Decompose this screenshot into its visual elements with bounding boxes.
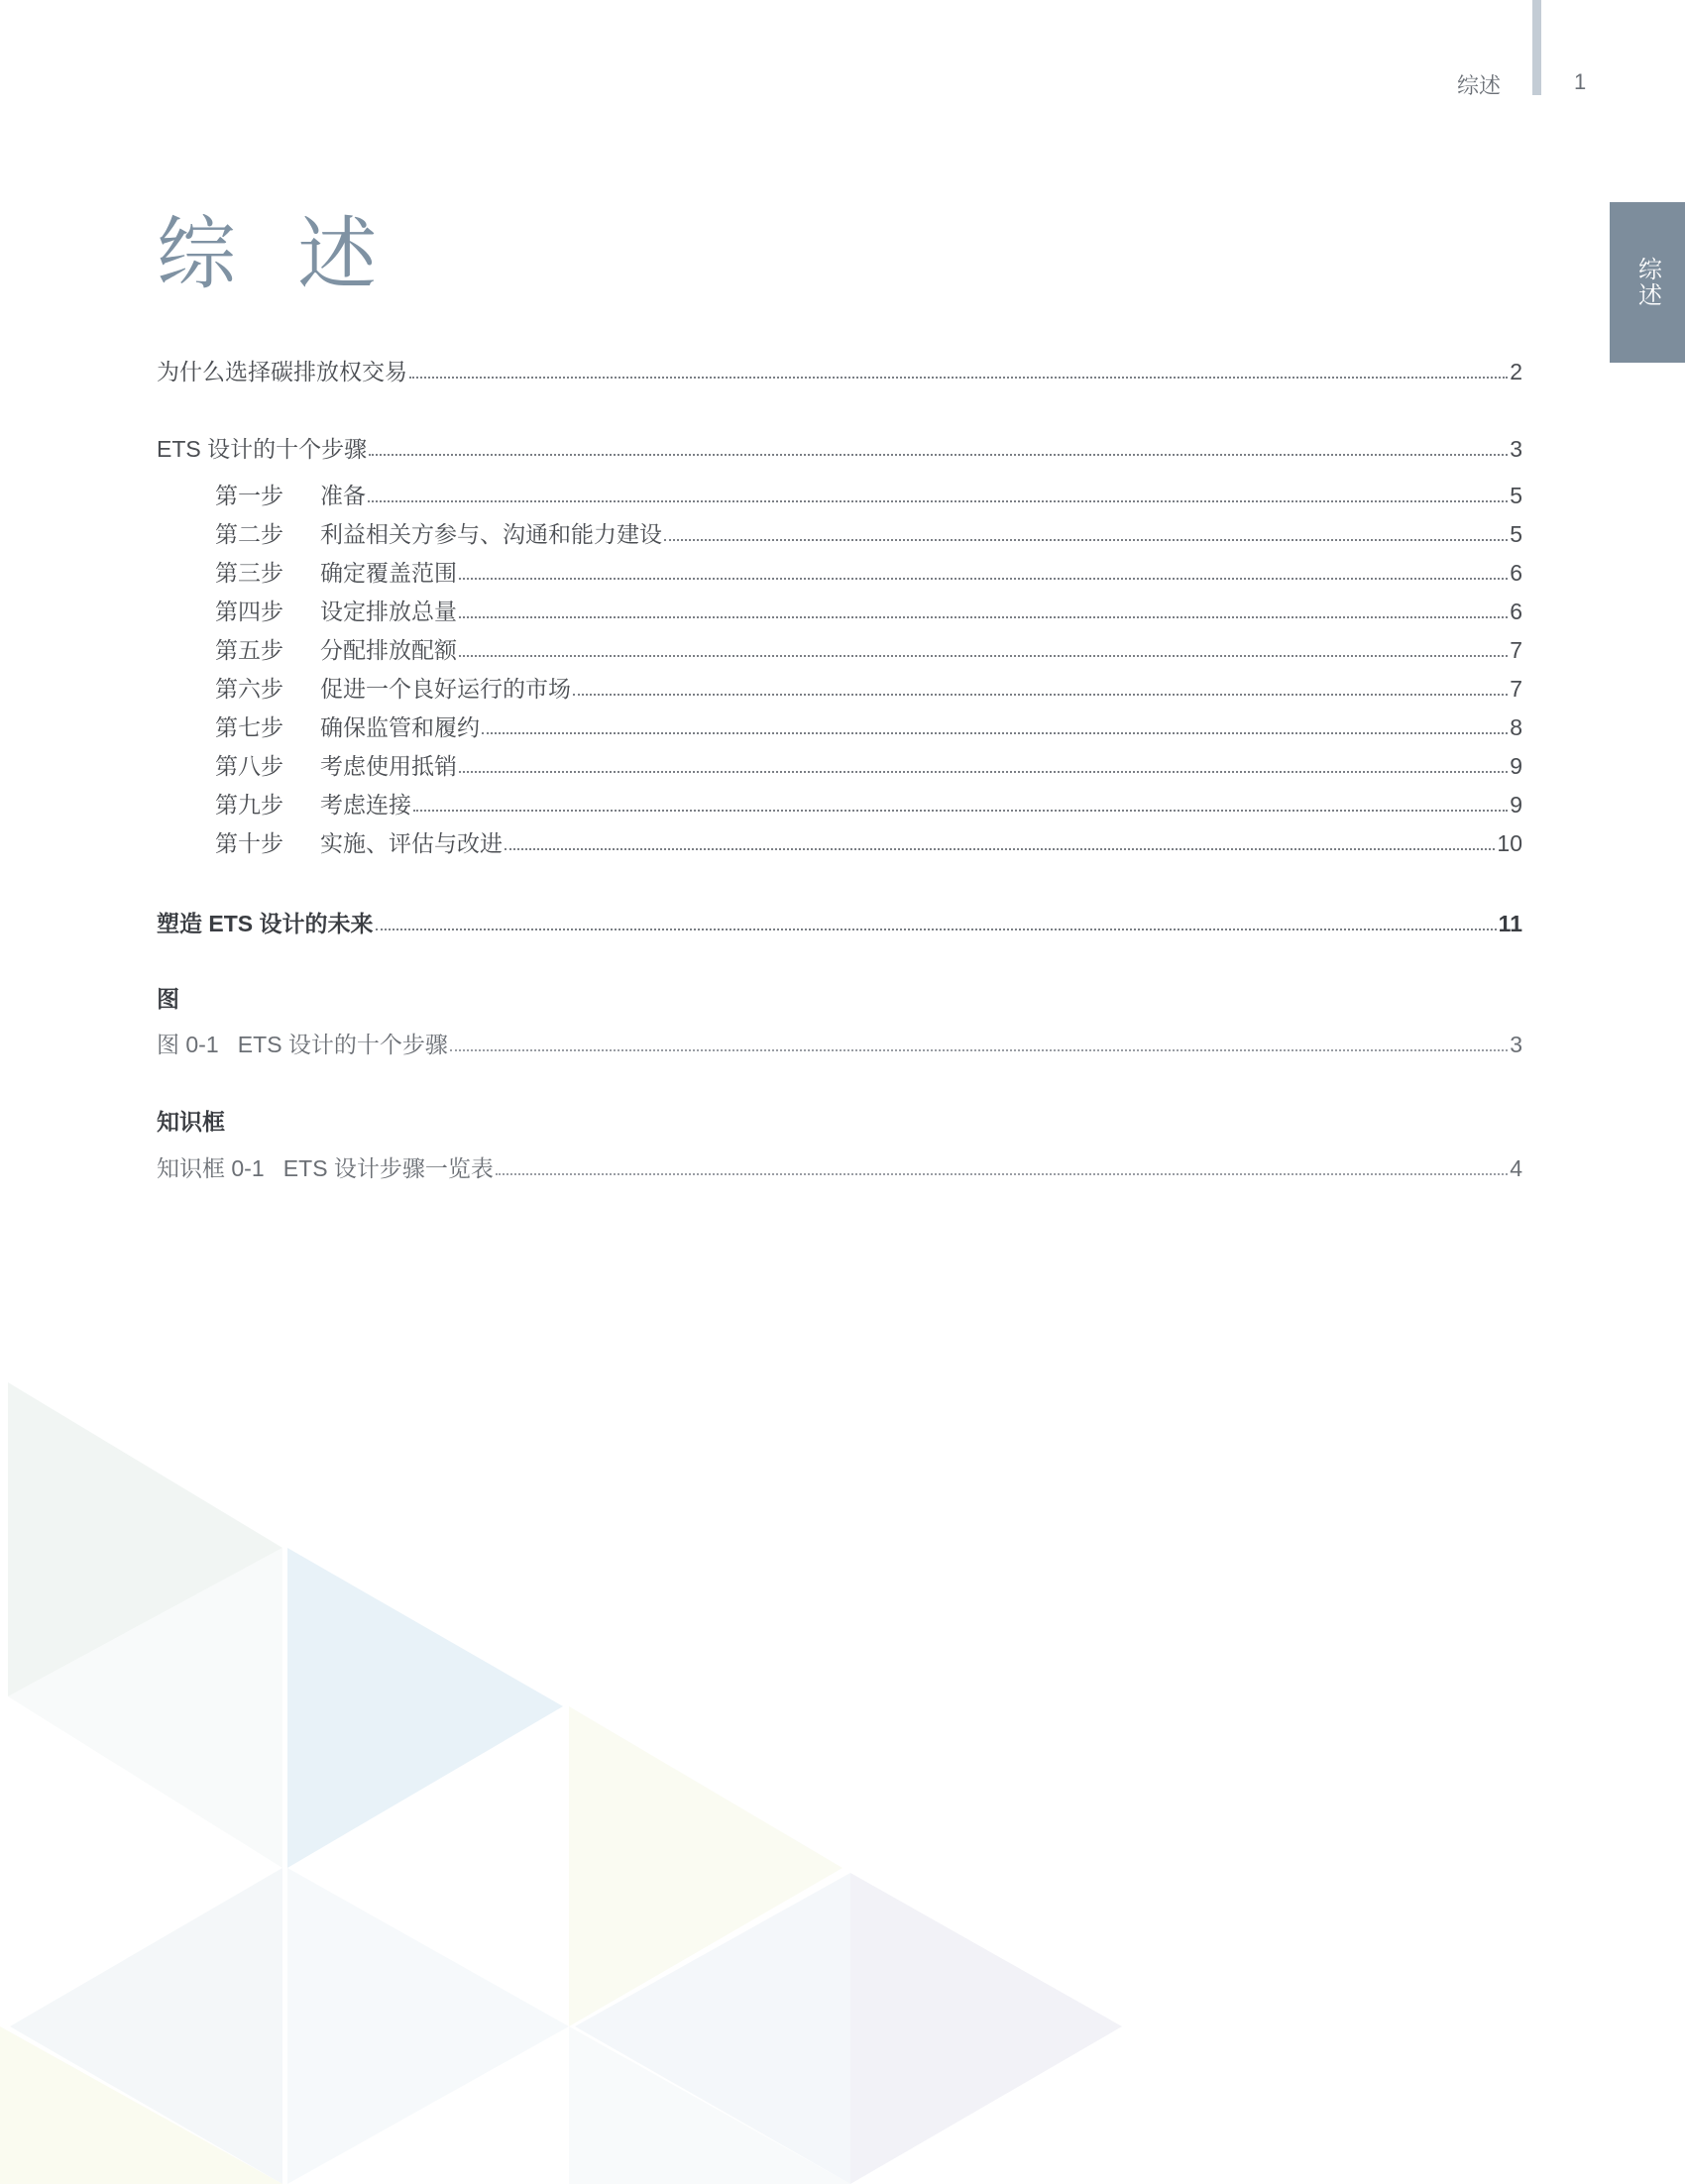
- side-section-tab[interactable]: [1610, 202, 1685, 363]
- step-title: 分配排放配额: [320, 637, 457, 663]
- toc-entry-future[interactable]: [157, 905, 1522, 938]
- toc-page-number: 10: [1497, 830, 1522, 856]
- toc-page-number: 11: [1498, 911, 1522, 936]
- step-title: 设定排放总量: [320, 599, 457, 624]
- figures-heading: 图: [157, 986, 179, 1012]
- toc-page-number: 9: [1510, 753, 1522, 779]
- figure-title: 图 0-1 ETS 设计的十个步骤: [157, 1032, 448, 1057]
- toc-page-number: 4: [1510, 1155, 1522, 1181]
- step-label: 第八步: [215, 753, 283, 779]
- dot-leader: [368, 500, 1508, 502]
- page-number: 1: [1574, 69, 1587, 94]
- dot-leader: [413, 810, 1508, 812]
- toc-entry-title: ETS 设计的十个步骤: [157, 436, 368, 462]
- toc-page-number: 9: [1510, 792, 1522, 818]
- toc-step-5[interactable]: [157, 631, 1522, 665]
- dot-leader: [369, 454, 1508, 456]
- dot-leader: [482, 732, 1508, 734]
- toc-page-number: 6: [1510, 560, 1522, 586]
- toc-page-number: 7: [1510, 676, 1522, 702]
- step-title: 确定覆盖范围: [320, 560, 457, 586]
- toc-box-0-1[interactable]: [157, 1149, 1522, 1183]
- dot-leader: [459, 616, 1508, 618]
- step-title: 促进一个良好运行的市场: [320, 676, 571, 702]
- toc-step-7[interactable]: [157, 709, 1522, 742]
- box-title: 知识框 0-1 ETS 设计步骤一览表: [157, 1155, 494, 1181]
- dot-leader: [450, 1049, 1508, 1051]
- step-label: 第七步: [215, 714, 283, 740]
- toc-page-number: 3: [1510, 1032, 1522, 1057]
- dot-leader: [505, 848, 1495, 850]
- side-tab-label: 综述: [1633, 257, 1661, 308]
- toc-page-number: 5: [1510, 521, 1522, 547]
- step-title: 考虑连接: [320, 792, 411, 818]
- boxes-heading: 知识框: [157, 1109, 225, 1135]
- running-header-section: 综述: [1457, 73, 1502, 98]
- step-label: 第二步: [215, 521, 283, 547]
- toc-page-number: 2: [1510, 359, 1522, 384]
- toc-page-number: 5: [1510, 483, 1522, 508]
- step-label: 第四步: [215, 599, 283, 624]
- toc-entry-title: 塑造 ETS 设计的未来: [157, 911, 374, 936]
- toc-page-number: 7: [1510, 637, 1522, 663]
- toc-figure-0-1[interactable]: [157, 1026, 1522, 1059]
- toc-entry-ten-steps[interactable]: [157, 430, 1522, 464]
- dot-leader: [376, 928, 1497, 930]
- toc-page-number: 8: [1510, 714, 1522, 740]
- step-label: 第九步: [215, 792, 283, 818]
- dot-leader: [459, 655, 1508, 657]
- step-title: 实施、评估与改进: [320, 830, 503, 856]
- step-title: 利益相关方参与、沟通和能力建设: [320, 521, 662, 547]
- step-label: 第六步: [215, 676, 283, 702]
- page-title: 综 述: [157, 210, 397, 298]
- toc-step-2[interactable]: [157, 515, 1522, 549]
- toc-entry-title: 为什么选择碳排放权交易: [157, 359, 407, 384]
- dot-leader: [664, 539, 1508, 541]
- step-label: 第五步: [215, 637, 283, 663]
- step-title: 确保监管和履约: [320, 714, 480, 740]
- step-label: 第一步: [215, 483, 283, 508]
- toc-step-6[interactable]: [157, 670, 1522, 704]
- toc-step-1[interactable]: [157, 477, 1522, 510]
- header-accent-bar: [1532, 0, 1541, 95]
- toc-page-number: 6: [1510, 599, 1522, 624]
- dot-leader: [496, 1173, 1508, 1175]
- dot-leader: [459, 771, 1508, 773]
- dot-leader: [573, 694, 1508, 696]
- toc-step-8[interactable]: [157, 747, 1522, 781]
- toc-step-9[interactable]: [157, 786, 1522, 819]
- toc-step-4[interactable]: [157, 593, 1522, 626]
- toc-step-3[interactable]: [157, 554, 1522, 588]
- dot-leader: [459, 578, 1508, 580]
- toc-entry-why-ets[interactable]: [157, 353, 1522, 386]
- toc-step-10[interactable]: [157, 824, 1522, 858]
- step-title: 考虑使用抵销: [320, 753, 457, 779]
- step-label: 第十步: [215, 830, 283, 856]
- step-title: 准备: [320, 483, 366, 508]
- step-label: 第三步: [215, 560, 283, 586]
- toc-page-number: 3: [1510, 436, 1522, 462]
- dot-leader: [409, 377, 1508, 379]
